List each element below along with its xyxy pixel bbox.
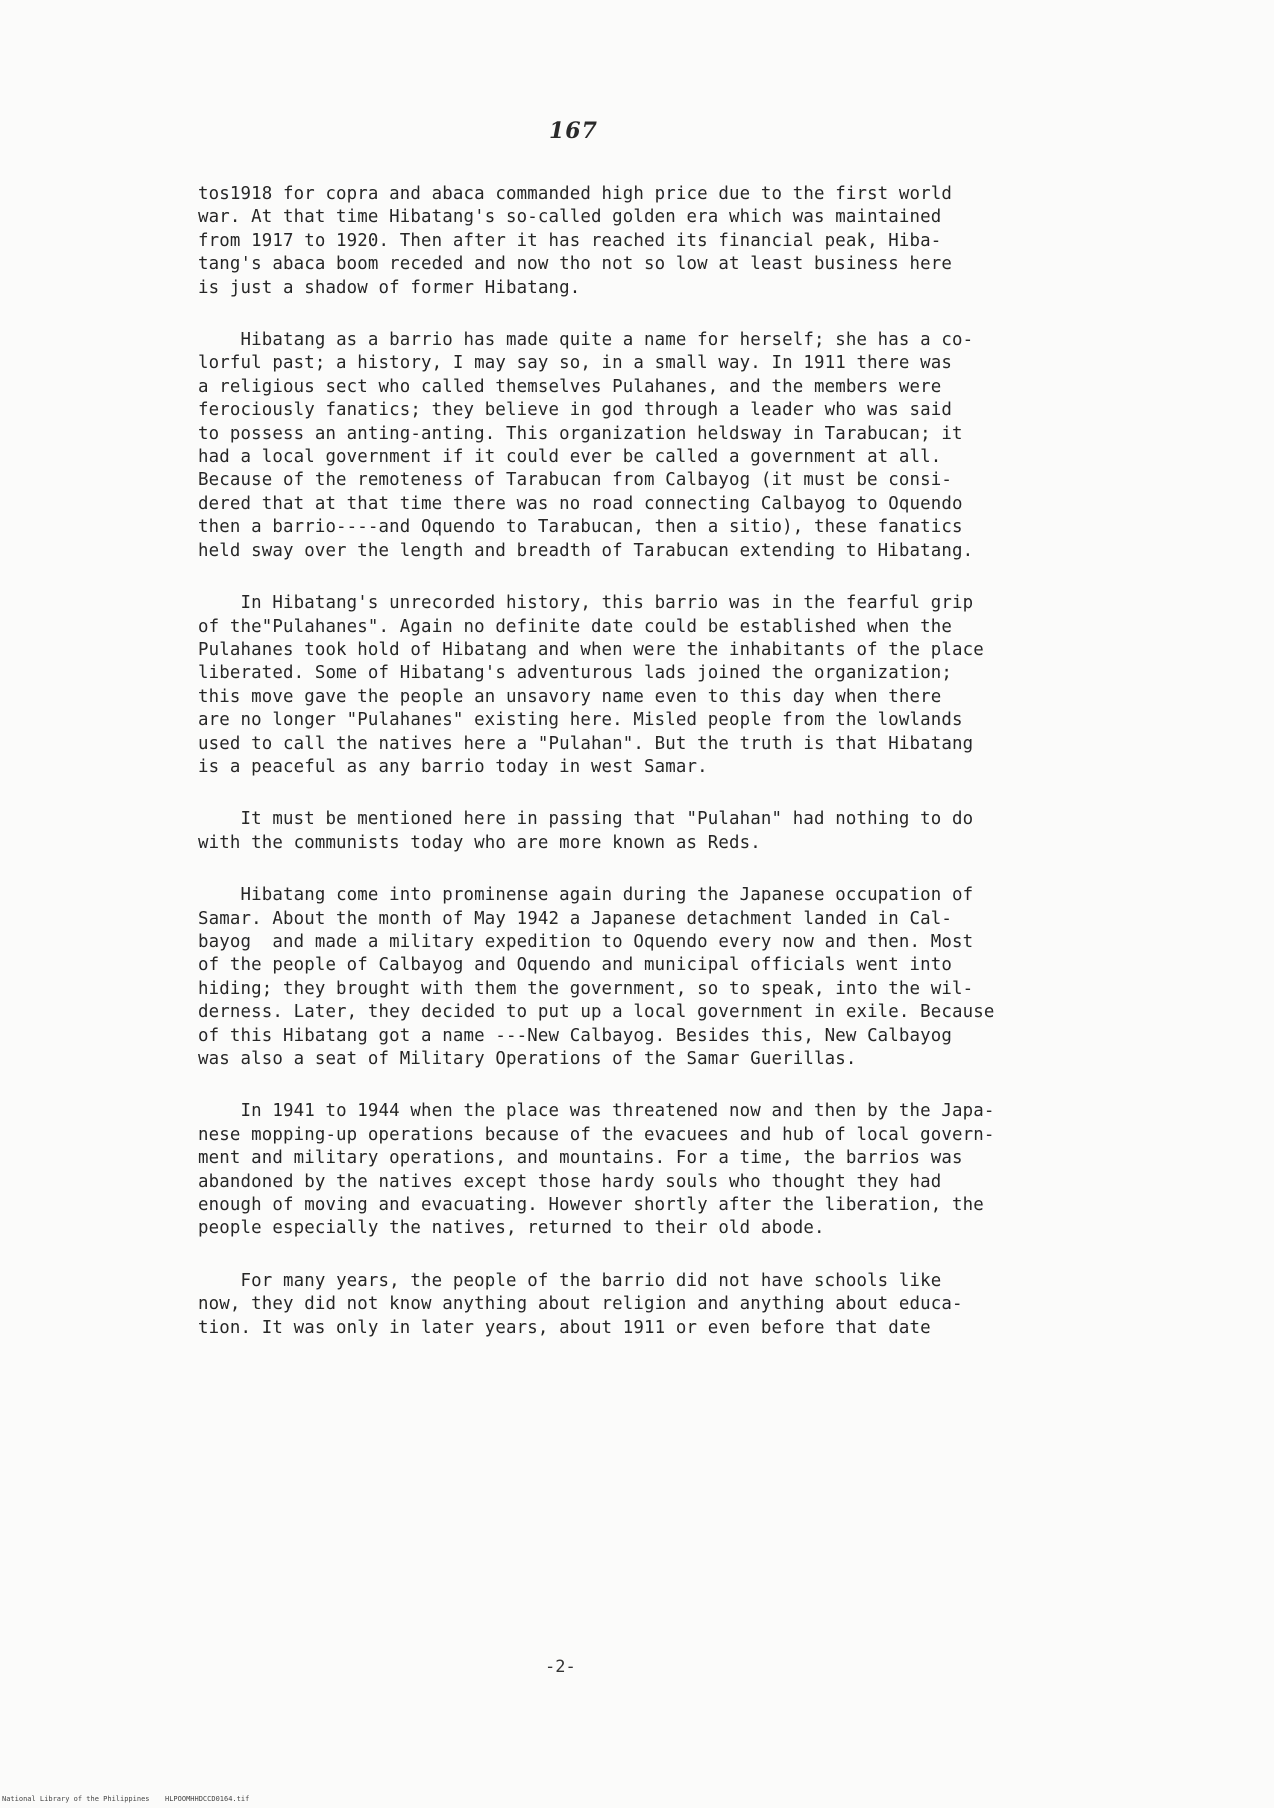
paragraph-2: Hibatang as a barrio has made quite a name for herself; she has a co- lorful past; a history, I may say so, in a small way. In 1911 there was a religious sect who called themselves Pulahanes, and the members were ferociously fanatics; they believe in god through a leader who was said to possess an anting-anting. This organization heldsway in Tarabucan; it had a local government if it could ever be called a government at all. Because of the remoteness of Tarabucan from Calbayog (it must be consi- dered that at that time there was no road connecting Calbayog to Oquendo then a barrio----and Oquendo to Tarabucan, then a sitio), these fanatics held sway over the length and breadth of Tarabucan extending to Hibatang. [198,330,974,561]
page-number-top: 167 [549,118,598,144]
document-body [198,183,1128,1369]
paragraph-3: In Hibatang's unrecorded history, this barrio was in the fearful grip of the"Pulahanes". Again no definite date could be established when the Pulahanes took hold of Hibatang and when were the inhabitants of the place liberated. Some of Hibatang's adventurous lads joined the organization; this move gave the people an unsavory name even to this day when there are no longer "Pulahanes" existing here. Misled people from the lowlands used to call the natives here a "Pulahan". But the truth is that Hibatang is a peaceful as any barrio today in west Samar. [198,593,984,777]
page-number-bottom: -2- [545,1657,576,1677]
paragraph-5: Hibatang come into prominense again during the Japanese occupation of Samar. About the month of May 1942 a Japanese detachment landed in Cal- bayog and made a military expedition to Oquendo every now and then. Most of the people of Calbayog and Oquendo and municipal officials went into hiding; they brought with them the government, so to speak, into the wil- derness. Later, they decided to put up a local government in exile. Because of this Hibatang got a name ---New Calbayog. Besides this, New Calbayog was also a seat of Military Operations of the Samar Guerillas. [198,885,995,1069]
paragraph-6: In 1941 to 1944 when the place was threatened now and then by the Japa- nese mopping-up operations because of the evacuees and hub of local govern- ment and military operations, and mountains. For a time, the barrios was abandoned by the natives except those hardy souls who thought they had enough of moving and evacuating. However shortly after the liberation, the people especially the natives, returned to their old abode. [198,1101,995,1239]
footer-library-label: National Library of the Philippines [2,1795,150,1803]
paragraph-1: tos1918 for copra and abaca commanded high price due to the first world war. At that time Hibatang's so-called golden era which was maintained from 1917 to 1920. Then after it has reached its financial peak, Hiba- tang's abaca boom receded and now tho not so low at least business here is just a shadow of former Hibatang. [198,184,953,298]
paragraph-4: It must be mentioned here in passing that "Pulahan" had nothing to do with the communists today who are more known as Reds. [198,809,974,853]
footer-file-name: HLPOOMHHDCCD0164.tif [165,1795,250,1803]
paragraph-7: For many years, the people of the barrio did not have schools like now, they did not know anything about religion and anything about educa- tion. It was only in later years, about 1911 or even before that date [198,1270,963,1338]
